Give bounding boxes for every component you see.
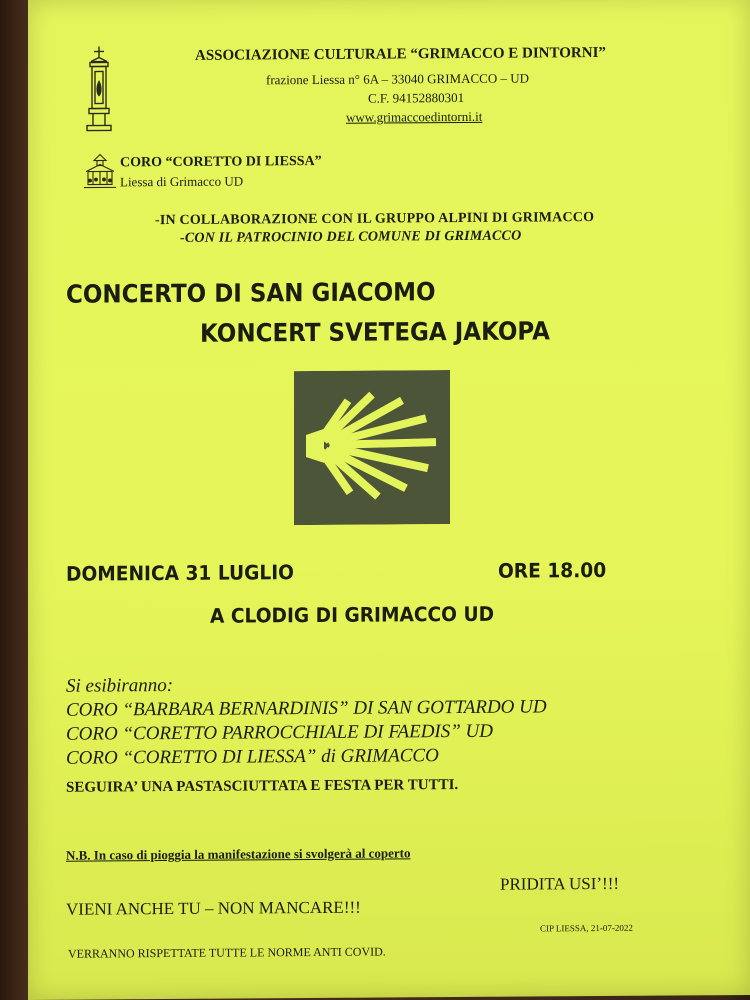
- covid-notice: VERRANNO RISPETTATE TUTTE LE NORME ANTI COVID.: [68, 944, 386, 961]
- lantern-icon: [84, 45, 114, 131]
- organization-name: ASSOCIAZIONE CULTURALE “GRIMACCO E DINTORNI”: [195, 44, 606, 64]
- event-time: ORE 18.00: [498, 557, 607, 583]
- list-item: CORO “BARBARA BERNARDINIS” DI SAN GOTTARDO UD: [66, 696, 547, 721]
- publication-stamp: CIP LIESSA, 21-07-2022: [540, 922, 633, 934]
- event-date: DOMENICA 31 LUGLIO: [66, 560, 294, 586]
- performers-list: [66, 695, 547, 770]
- performers-intro: Si esibiranno:: [66, 674, 174, 697]
- organization-website-link[interactable]: www.grimaccoedintorni.it: [346, 108, 483, 125]
- choir-emblem-icon: [80, 151, 120, 191]
- organization-address: frazione Liessa n° 6A – 33040 GRIMACCO – UD: [266, 70, 530, 88]
- event-location: A CLODIG DI GRIMACCO UD: [210, 601, 495, 628]
- list-item: CORO “CORETTO DI LIESSA” di GRIMACCO: [66, 745, 439, 769]
- event-title-italian: CONCERTO DI SAN GIACOMO: [66, 277, 436, 309]
- list-item: CORO “CORETTO PARROCCHIALE DI FAEDIS” UD: [66, 720, 493, 745]
- choir-name: CORO “CORETTO DI LIESSA”: [120, 153, 322, 171]
- event-flyer: [28, 0, 750, 1000]
- call-to-action-slovenian: PRIDITA USI’!!!: [500, 873, 620, 894]
- rain-note: N.B. In caso di pioggia la manifestazione si svolgerà al coperto: [66, 845, 411, 863]
- followup-note: SEGUIRA’ UNA PASTASCIUTTATA E FESTA PER TUTTI.: [66, 776, 459, 796]
- choir-place: Liessa di Grimacco UD: [120, 173, 244, 190]
- collaboration-line: -IN COLLABORAZIONE CON IL GRUPPO ALPINI DI GRIMACCO: [155, 210, 595, 229]
- call-to-action-italian: VIENI ANCHE TU – NON MANCARE!!!: [66, 897, 361, 919]
- event-title-slovenian: KONCERT SVETEGA JAKOPA: [200, 316, 550, 348]
- patronage-line: -CON IL PATROCINIO DEL COMUNE DI GRIMACCO: [180, 228, 522, 246]
- scallop-shell-icon: [294, 370, 450, 525]
- organization-tax-code: C.F. 94152880301: [368, 89, 465, 106]
